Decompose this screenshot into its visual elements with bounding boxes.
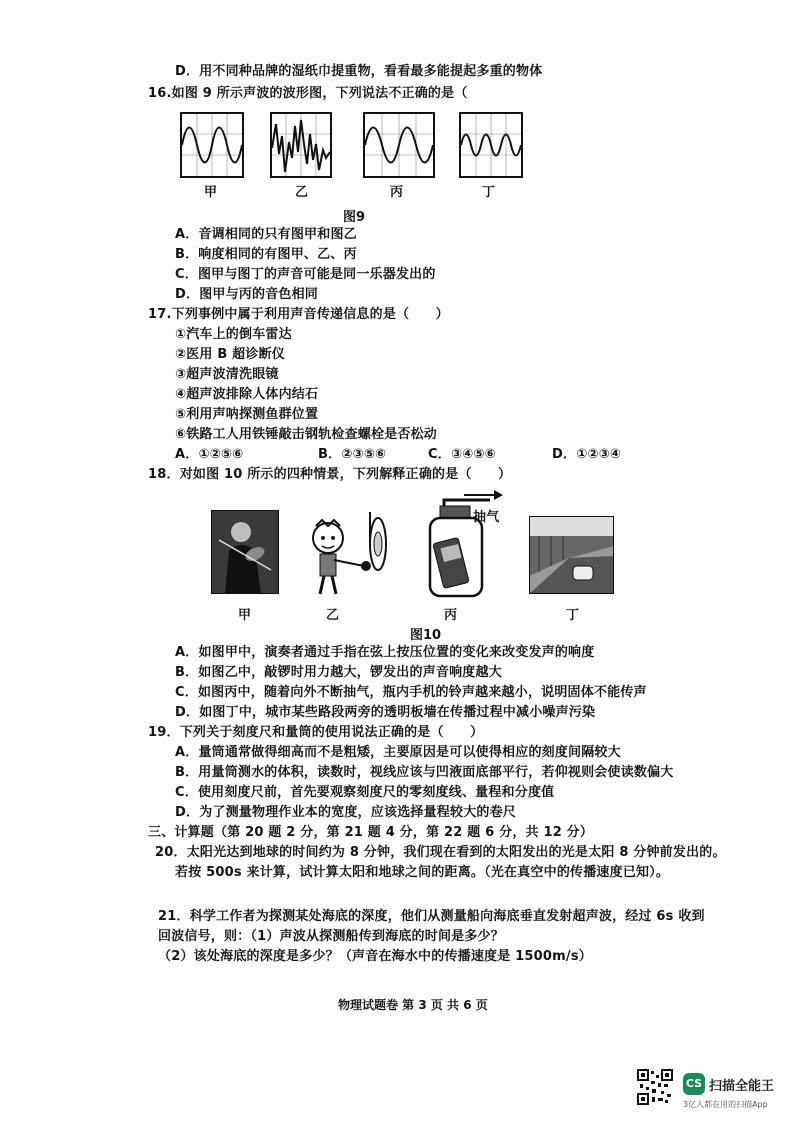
figure-10-caption: 图10 <box>410 628 442 643</box>
q21-line-3: （2）该处海底的深度是多少？（声音在海水中的传播速度是 1500m/s） <box>158 949 592 964</box>
q17-option-c: C．③④⑤⑥ <box>428 447 496 462</box>
street-barrier-picture <box>529 516 614 594</box>
waveform-label-bing: 丙 <box>390 185 404 200</box>
q18-option-a: A．如图甲中，演奏者通过手指在弦上按压位置的变化来改变发声的响度 <box>175 645 595 660</box>
camscanner-logo: CS <box>683 1073 705 1095</box>
page-footer: 物理试题卷 第 3 页 共 6 页 <box>338 998 488 1012</box>
q17-option-a: A．①②⑤⑥ <box>175 447 244 462</box>
q21-line-1: 21．科学工作者为探测某处海底的深度，他们从测量船向海底垂直发射超声波，经过 6s 收到 <box>158 909 705 924</box>
bell-jar-picture <box>420 492 515 598</box>
picture-label-bing: 丙 <box>444 608 458 623</box>
q17-item-6: ⑥铁路工人用铁锤敲击钢轨检查螺栓是否松动 <box>175 427 438 442</box>
violinist-picture <box>211 510 279 594</box>
q17-stem: 17.下列事例中属于利用声音传递信息的是（ ） <box>148 307 449 322</box>
q18-option-d: D．如图丁中，城市某些路段两旁的透明板墙在传播过程中减小噪声污染 <box>175 705 596 720</box>
q19-option-a: A．量筒通常做得细高而不是粗矮，主要原因是可以使得相应的刻度间隔较大 <box>175 745 621 760</box>
q17-item-4: ④超声波排除人体内结石 <box>175 387 319 402</box>
figure-9-caption: 图9 <box>343 210 366 225</box>
waveform-label-jia: 甲 <box>204 185 218 200</box>
q16-option-b: B．响度相同的有图甲、乙、丙 <box>175 247 357 262</box>
q16-stem: 16.如图 9 所示声波的波形图，下列说法不正确的是（ <box>148 86 468 101</box>
waveform-ding <box>459 112 523 178</box>
q19-option-d: D．为了测量物理作业本的宽度，应该选择量程较大的卷尺 <box>175 805 516 820</box>
q19-option-b: B．用量筒测水的体积，读数时，视线应该与凹液面底部平行，若仰视则会使读数偏大 <box>175 765 674 780</box>
q17-item-3: ③超声波清洗眼镜 <box>175 367 279 382</box>
waveform-label-yi: 乙 <box>295 185 309 200</box>
waveform-yi <box>270 112 332 178</box>
q19-stem: 19．下列关于刻度尺和量筒的使用说法正确的是（ ） <box>148 725 484 740</box>
picture-label-ding: 丁 <box>566 608 580 623</box>
q17-option-b: B．②③⑤⑥ <box>318 447 387 462</box>
pump-arrow-icon <box>462 489 504 501</box>
scanner-tagline: 3亿人都在用的扫描App <box>683 1100 768 1109</box>
q18-option-b: B．如图乙中，敲锣时用力越大，锣发出的声音响度越大 <box>175 665 502 680</box>
q16-option-d: D．图甲与丙的音色相同 <box>175 287 318 302</box>
q15-option-d: D．用不同种品牌的湿纸巾提重物，看看最多能提起多重的物体 <box>175 64 543 79</box>
q17-item-2: ②医用 B 超诊断仪 <box>175 347 285 362</box>
waveform-label-ding: 丁 <box>482 185 496 200</box>
scanner-app-name: 扫描全能王 <box>709 1079 775 1094</box>
q19-option-c: C．使用刻度尺前，首先要观察刻度尺的零刻度线、量程和分度值 <box>175 785 555 800</box>
qr-code-icon <box>637 1069 673 1105</box>
q17-item-1: ①汽车上的倒车雷达 <box>175 327 292 342</box>
waveform-bing <box>363 112 435 178</box>
q18-stem: 18．对如图 10 所示的四种情景，下列解释正确的是（ ） <box>148 467 512 482</box>
q20-line-2: 若按 500s 来计算，试计算太阳和地球之间的距离。（光在真空中的传播速度已知）。 <box>175 865 670 880</box>
q16-option-a: A．音调相同的只有图甲和图乙 <box>175 227 357 242</box>
q16-option-c: C．图甲与图丁的声音可能是同一乐器发出的 <box>175 267 436 282</box>
picture-label-jia: 甲 <box>238 608 252 623</box>
q17-option-d: D．①②③④ <box>552 447 622 462</box>
air-pump-label: 抽气 <box>473 510 500 525</box>
q18-option-c: C．如图丙中，随着向外不断抽气，瓶内手机的铃声越来越小，说明固体不能传声 <box>175 685 647 700</box>
section-3-heading: 三、计算题（第 20 题 2 分，第 21 题 4 分，第 22 题 6 分，共 12 分） <box>148 825 594 840</box>
gong-picture <box>298 508 392 600</box>
waveform-jia <box>180 112 244 178</box>
q20-line-1: 20．太阳光达到地球的时间约为 8 分钟，我们现在看到的太阳发出的光是太阳 8 分钟前发出的。 <box>155 845 726 860</box>
q17-item-5: ⑤利用声呐探测鱼群位置 <box>175 407 319 422</box>
picture-label-yi: 乙 <box>326 608 340 623</box>
q21-line-2: 回波信号，则：（1）声波从探测船传到海底的时间是多少？ <box>158 929 504 944</box>
